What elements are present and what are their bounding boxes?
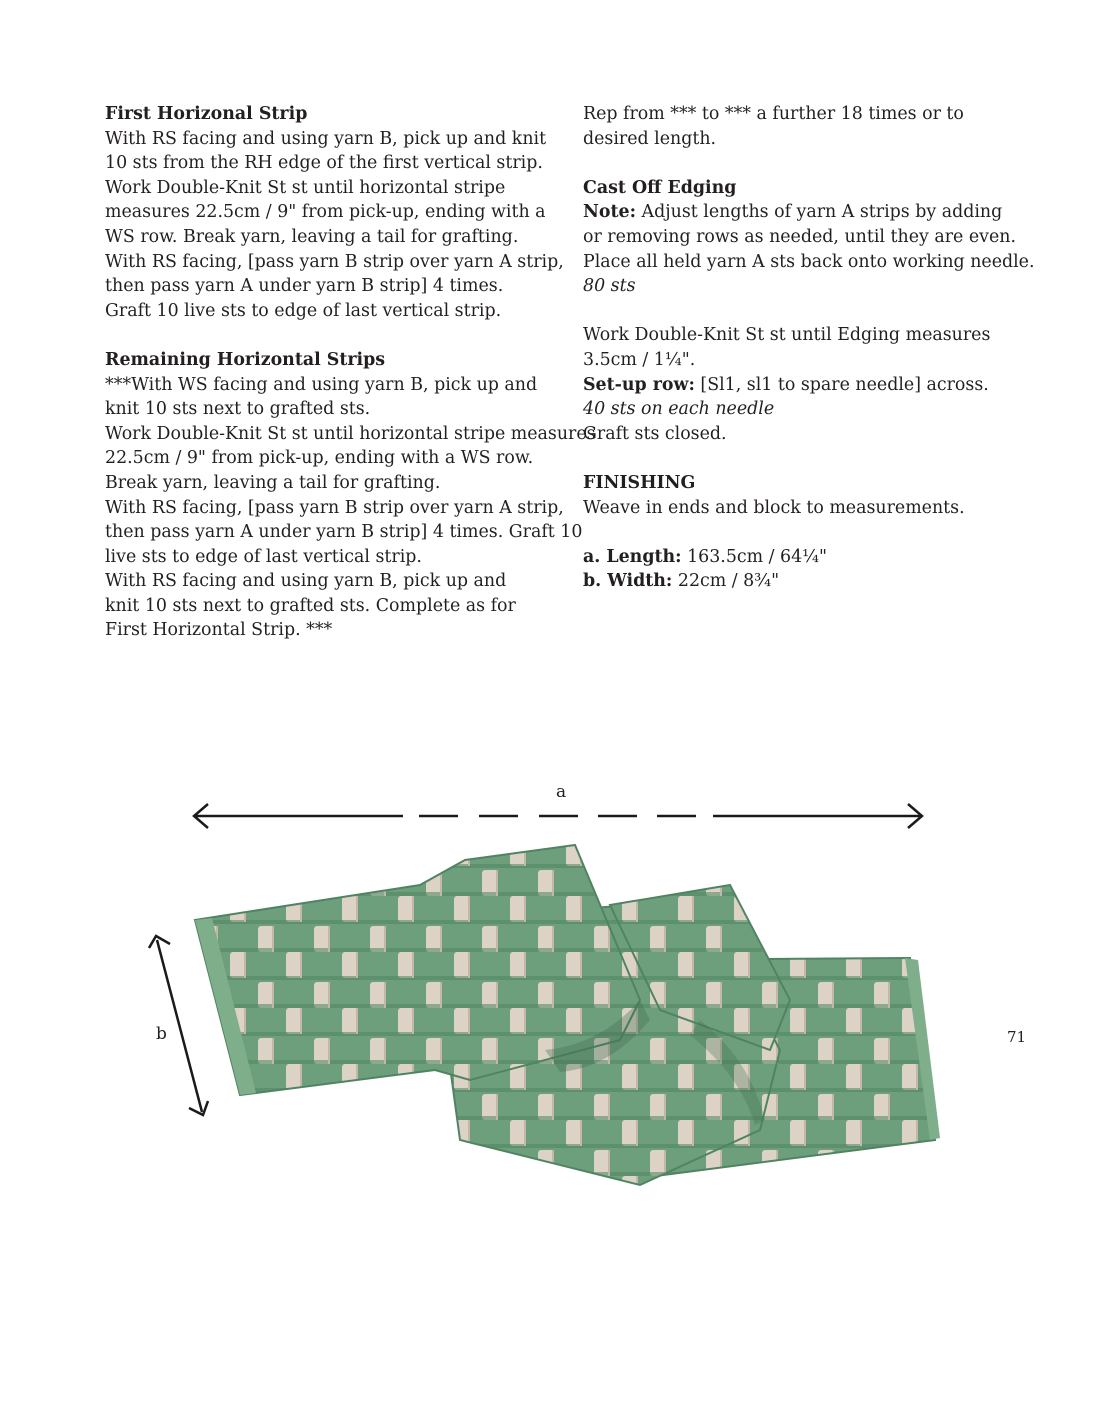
text-line: or removing rows as needed, until they are even. (583, 226, 1016, 247)
text-line: With RS facing, [pass yarn B strip over yarn A strip, (105, 251, 564, 272)
text-line: Work Double-Knit St st until horizontal stripe measures (105, 423, 596, 444)
text-line: With RS facing, [pass yarn B strip over yarn A strip, (105, 497, 564, 518)
text-line: measures 22.5cm / 9" from pick-up, ending with a (105, 202, 546, 223)
dimension-label-b: b (156, 1024, 167, 1044)
text-line: Work Double-Knit St st until Edging measures (583, 325, 991, 346)
length-value: 163.5cm / 64¼" (681, 546, 828, 567)
stitch-count: 80 sts (583, 276, 636, 297)
setup-row-text: [Sl1, sl1 to spare needle] across. (694, 374, 989, 395)
section-heading-remaining-horizontal-strips: Remaining Horizontal Strips (105, 349, 386, 370)
setup-row-label: Set-up row: (583, 374, 695, 395)
text-line: Break yarn, leaving a tail for grafting. (105, 472, 441, 493)
section-heading-cast-off-edging: Cast Off Edging (583, 177, 737, 198)
text-line: desired length. (583, 128, 717, 149)
dimension-label-a: a (556, 782, 567, 802)
text-line: Graft sts closed. (583, 423, 727, 444)
text-line: With RS facing and using yarn B, pick up and (105, 571, 507, 592)
width-label: b. Width: (583, 571, 673, 592)
stitch-count: 40 sts on each needle (583, 399, 775, 420)
text-line: then pass yarn A under yarn B strip] 4 times. (105, 276, 504, 297)
dimension-arrow-a (194, 804, 922, 828)
note-label: Note: (583, 202, 637, 223)
section-heading-finishing: FINISHING (583, 472, 696, 493)
text-line: live sts to edge of last vertical strip. (105, 546, 422, 567)
text-line: WS row. Break yarn, leaving a tail for grafting. (105, 226, 519, 247)
text-line: Rep from *** to *** a further 18 times or to (583, 104, 964, 124)
note-text: Adjust lengths of yarn A strips by adding (636, 202, 1003, 223)
text-line: First Horizontal Strip. *** (105, 620, 333, 641)
text-line: knit 10 sts next to grafted sts. (105, 399, 371, 420)
woven-scarf-image (195, 845, 940, 1185)
text-line: Graft 10 live sts to edge of last vertical strip. (105, 300, 502, 321)
text-line: knit 10 sts next to grafted sts. Complete as for (105, 595, 516, 616)
text-line: 3.5cm / 1¼". (583, 349, 696, 370)
text-line: Work Double-Knit St st until horizontal stripe (105, 177, 506, 198)
text-line: Weave in ends and block to measurements. (583, 497, 965, 518)
text-line: With RS facing and using yarn B, pick up and knit (105, 128, 547, 149)
length-label: a. Length: (583, 546, 682, 567)
section-heading-first-horizontal-strip: First Horizonal Strip (105, 104, 308, 124)
page-number: 71 (1007, 1028, 1027, 1046)
width-value: 22cm / 8¾" (672, 571, 780, 592)
text-line: then pass yarn A under yarn B strip] 4 times. Graft 10 (105, 522, 583, 543)
text-line: Place all held yarn A sts back onto working needle. (583, 251, 1035, 272)
text-line: 22.5cm / 9" from pick-up, ending with a WS row. (105, 448, 534, 469)
text-line: 10 sts from the RH edge of the first vertical strip. (105, 153, 543, 174)
text-line: ***With WS facing and using yarn B, pick up and (105, 374, 538, 395)
